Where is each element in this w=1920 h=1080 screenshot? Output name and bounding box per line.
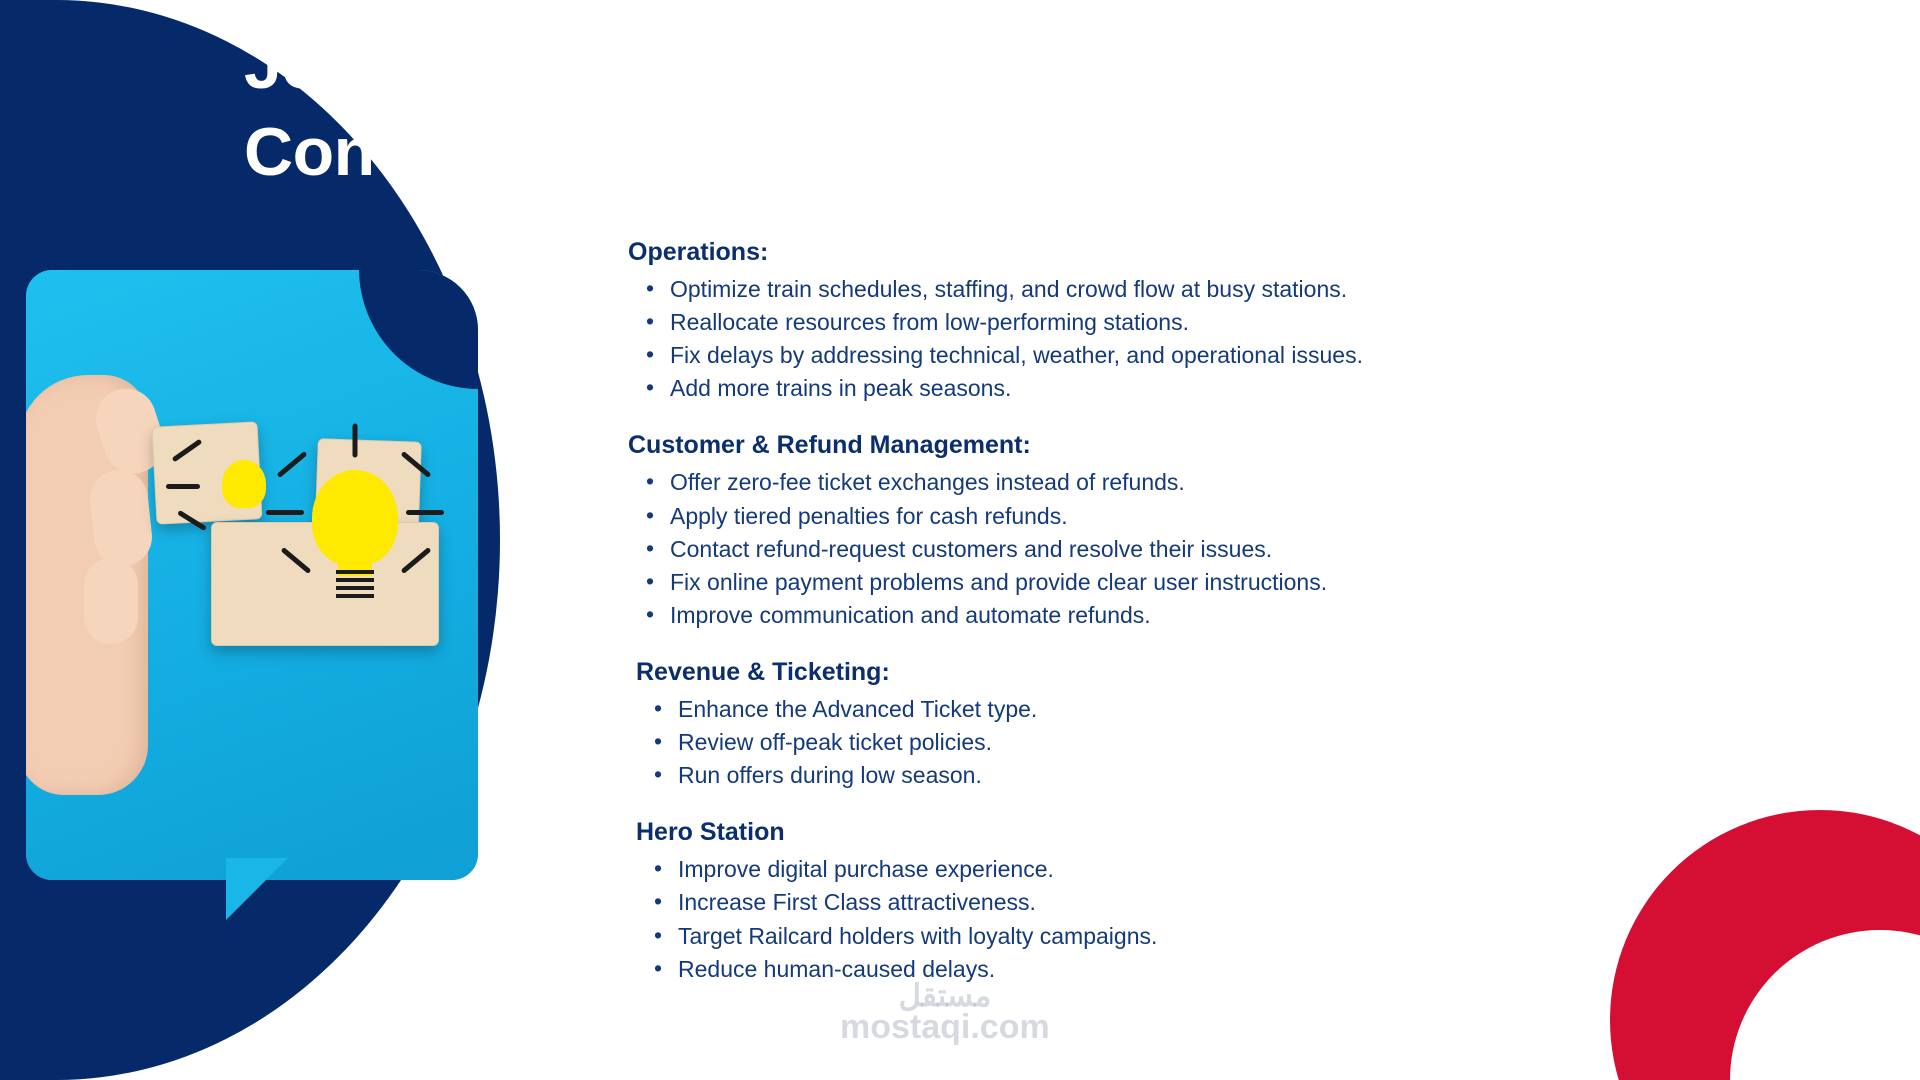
- section-revenue-ticketing: [628, 658, 1788, 792]
- watermark-arabic-text: مستقل: [898, 978, 992, 1013]
- light-ray: [406, 510, 444, 515]
- list-item: • Reduce human-caused delays.: [676, 953, 1788, 986]
- list-item: • Contact refund-request customers and resolve their issues.: [668, 533, 1788, 566]
- section-heading: Operations:: [628, 238, 769, 266]
- watermark-latin-text: mostaqi.com: [840, 1008, 1050, 1046]
- lightbulb-base: [336, 570, 374, 574]
- section-bullet-list: [628, 466, 1788, 632]
- light-ray: [166, 484, 200, 489]
- list-item: • Reallocate resources from low-performing stations.: [668, 306, 1788, 339]
- illustration-speech-bubble: [26, 270, 478, 880]
- illustration-photo-frame: [26, 270, 478, 880]
- section-bullet-list: [636, 693, 1788, 792]
- conclusion-content: [628, 238, 1788, 1012]
- list-item: • Add more trains in peak seasons.: [668, 372, 1788, 405]
- list-item: • Apply tiered penalties for cash refunds.: [668, 500, 1788, 533]
- list-item: • Improve digital purchase experience.: [676, 853, 1788, 886]
- section-hero-station: [628, 818, 1788, 985]
- list-item: • Target Railcard holders with loyalty campaigns.: [676, 920, 1788, 953]
- list-item: • Increase First Class attractiveness.: [676, 886, 1788, 919]
- finger-shape: [84, 558, 138, 644]
- list-item: • Offer zero-fee ticket exchanges instead of refunds.: [668, 466, 1788, 499]
- list-item: • Run offers during low season.: [676, 759, 1788, 792]
- lightbulb-icon: [312, 470, 398, 566]
- speech-bubble-tail: [226, 858, 288, 920]
- list-item: • Review off-peak ticket policies.: [676, 726, 1788, 759]
- section-bullet-list: [628, 273, 1788, 405]
- light-ray: [266, 510, 304, 515]
- section-heading: Customer & Refund Management:: [628, 431, 1031, 460]
- section-heading: Revenue & Ticketing:: [636, 657, 890, 686]
- light-ray: [353, 424, 358, 458]
- list-item: • Improve communication and automate refunds.: [668, 599, 1788, 632]
- list-item: • Enhance the Advanced Ticket type.: [676, 693, 1788, 726]
- page-title-line-2: Conclusion: [244, 114, 610, 191]
- section-bullet-list: [636, 853, 1788, 985]
- lightbulb-partial-icon: [222, 460, 266, 508]
- page-title-line-1: Journey: [244, 27, 506, 103]
- section-customer-refund-management: [628, 431, 1788, 632]
- section-heading: Hero Station: [636, 818, 785, 847]
- list-item: • Fix delays by addressing technical, weather, and operational issues.: [668, 339, 1788, 372]
- light-ray: [277, 451, 308, 478]
- list-item: • Fix online payment problems and provide clear user instructions.: [668, 566, 1788, 599]
- list-item: • Optimize train schedules, staffing, and crowd flow at busy stations.: [668, 273, 1788, 306]
- page-title: [244, 22, 609, 196]
- section-operations: [628, 238, 1788, 405]
